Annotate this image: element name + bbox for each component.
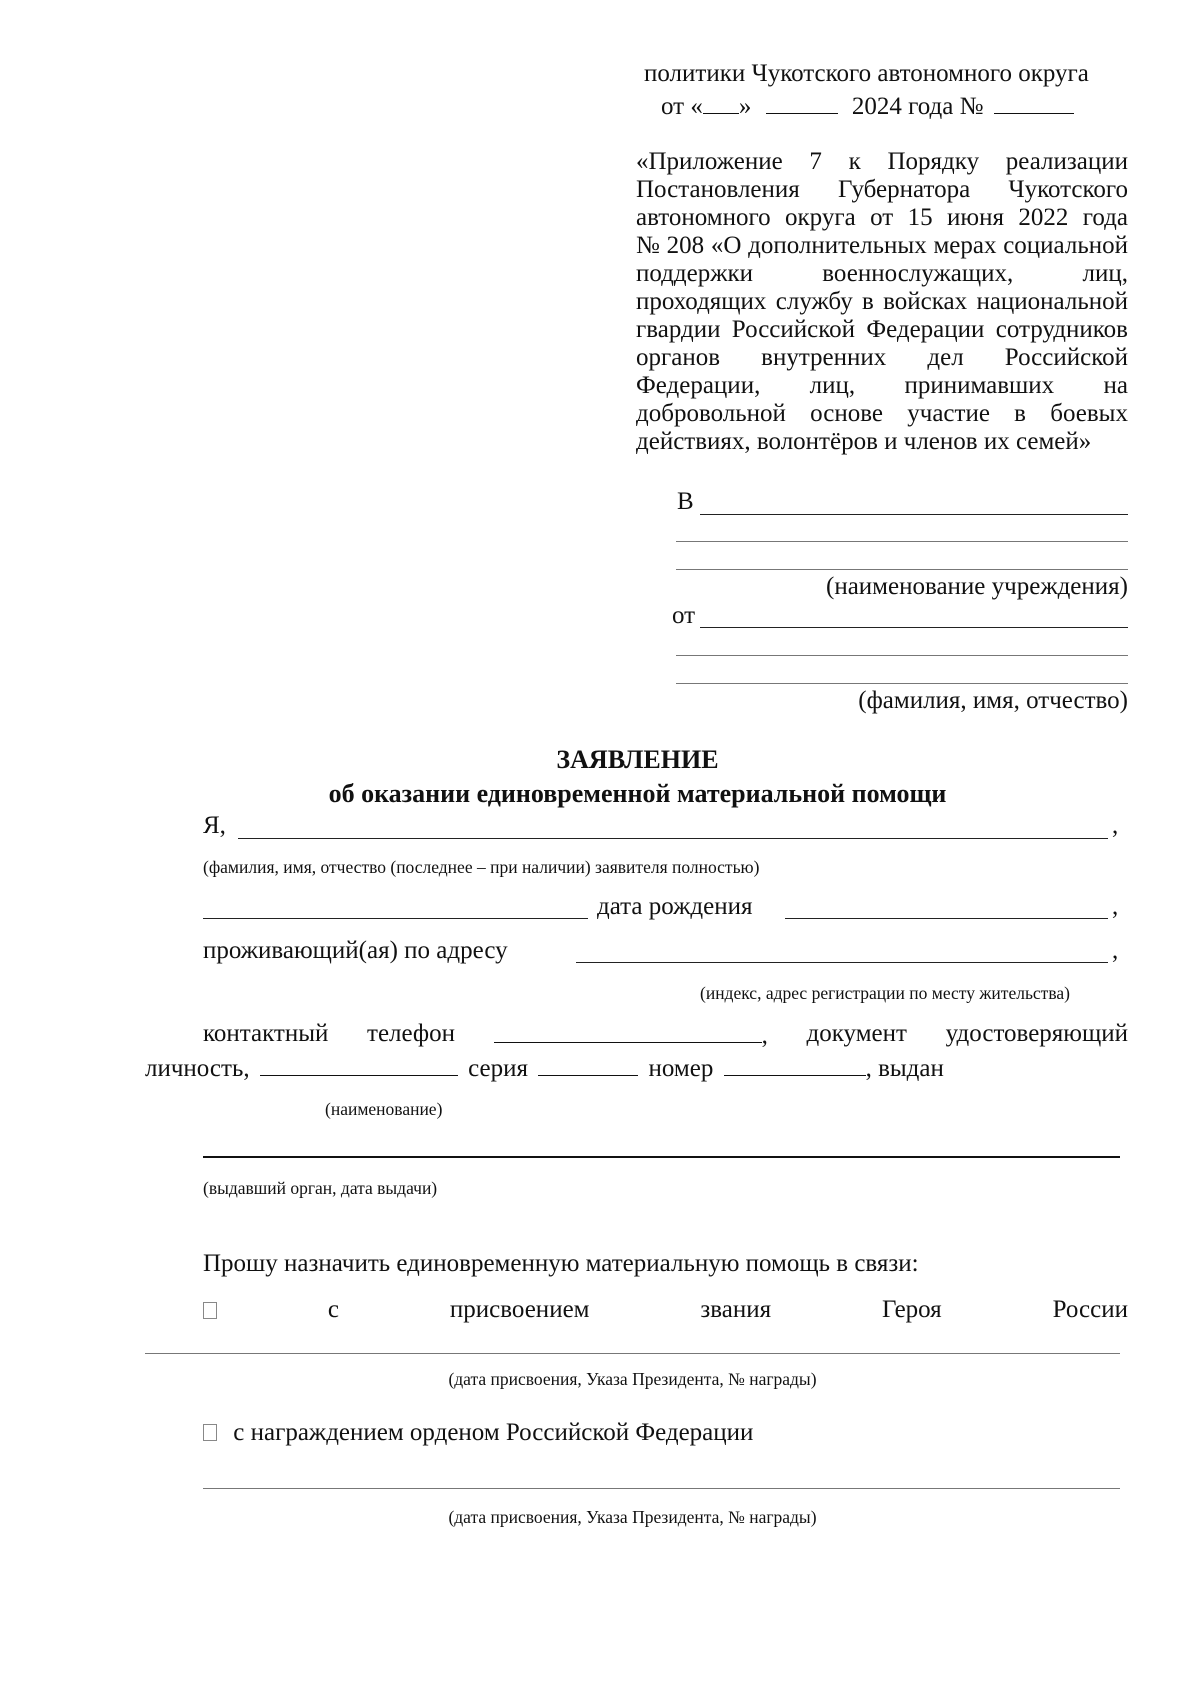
doc-label-2: удостоверяющий [945,1020,1128,1047]
appendix-word: добровольной [636,400,786,427]
doc-label-1: документ [806,1020,907,1047]
appendix-word: внутренних [761,344,887,371]
header-date-mid: » [738,93,752,120]
appendix-word: принимавших [904,372,1055,399]
appendix-word: Федерации [866,316,985,343]
appendix-word: июня [947,204,1004,231]
option-hero-word: присвоением [449,1296,590,1323]
request-intro: Прошу назначить единовременную материальную помощь в связи: [203,1250,919,1277]
appendix-word: дел [927,344,964,371]
appendix-lines [636,148,1128,428]
option-order-checkbox[interactable] [203,1424,217,1441]
applicant-extra-field[interactable] [203,918,588,919]
page-subtitle: об оказании единовременной материальной помощи [328,779,947,808]
appendix-word: дополнительных [748,232,927,259]
appendix-word: на [1103,372,1128,399]
option-order-label: с награждением орденом Российской Федерации [233,1419,754,1446]
option-hero-word: России [1052,1296,1128,1323]
appendix-line [636,176,1128,204]
phone-label-2: телефон [367,1020,456,1047]
appendix-word: 2022 [1018,204,1069,231]
appendix-word: «Приложение [636,148,783,175]
birth-comma: , [1112,893,1119,920]
appendix-word: 7 [809,148,822,175]
phone-field[interactable] [494,1020,762,1043]
birth-date-field[interactable] [785,918,1108,919]
appendix-line [636,204,1128,232]
option-hero-caption: (дата присвоения, Указа Президента, № награды) [448,1369,817,1389]
option-hero-word: Героя [882,1296,942,1323]
to-label: В [677,488,694,515]
doc-series-field[interactable] [538,1053,638,1076]
appendix-word: Губернатора [837,176,971,203]
appendix-word: округа [785,204,856,231]
applicant-name-field[interactable] [238,838,1108,839]
option-hero-row [203,1296,1128,1324]
phone-doc-line [203,1020,1128,1050]
appendix-word: боевых [1050,400,1128,427]
option-hero-word: с [327,1296,340,1323]
appendix-word: № [636,232,660,259]
appendix-word: Российской [1004,344,1128,371]
option-order-details-field[interactable] [203,1488,1120,1489]
appendix-word: реализации [1005,148,1128,175]
option-order-row [203,1419,753,1447]
fio-field-2[interactable] [676,655,1128,656]
phone-label: контактный [203,1020,329,1047]
appendix-word: Порядку [887,148,980,175]
header-line-2 [661,91,1074,121]
institution-field-3[interactable] [676,569,1128,570]
appendix-line [636,260,1128,288]
appendix-word: социальной [1003,232,1128,259]
i-label: Я, [203,812,226,839]
appendix-word: к [848,148,861,175]
header-date-prefix: от « [661,93,703,120]
appendix-word: автономного [636,204,771,231]
appendix-word: Федерации, [636,372,761,399]
appendix-word: Российской [731,316,856,343]
phone-field-wrap [494,1020,768,1050]
appendix-line [636,344,1128,372]
address-label: проживающий(ая) по адресу [203,937,508,964]
identity-label: личность, [145,1055,250,1082]
issued-label: , выдан [865,1055,944,1082]
institution-caption: (наименование учреждения) [826,573,1128,600]
appendix-line [636,288,1128,316]
doc-name-field[interactable] [260,1053,458,1076]
appendix-line [636,148,1128,176]
appendix-block [636,148,1128,456]
appendix-word: службу [775,288,853,315]
appendix-word: 208 [666,232,705,259]
institution-field-2[interactable] [676,541,1128,542]
issuer-field[interactable] [203,1156,1120,1158]
appendix-word: войсках [883,288,968,315]
appendix-word: Постановления [636,176,800,203]
option-hero-checkbox[interactable] [203,1302,217,1319]
appendix-word: поддержки [636,260,753,287]
header-day-field[interactable] [703,91,739,114]
appendix-word: лиц, [809,372,856,399]
page-title: ЗАЯВЛЕНИЕ [556,745,719,774]
birth-date-label: дата рождения [597,893,753,920]
appendix-word: военнослужащих, [822,260,1014,287]
appendix-word: национальной [976,288,1128,315]
appendix-word: 15 [907,204,933,231]
option-hero-word: звания [700,1296,772,1323]
appendix-word: Чукотского [1008,176,1128,203]
appendix-word: сотрудников [995,316,1128,343]
appendix-word: участие [907,400,990,427]
appendix-word: основе [810,400,883,427]
issuer-caption: (выдавший орган, дата выдачи) [203,1178,438,1198]
appendix-word: лиц, [1082,260,1128,287]
fio-caption: (фамилия, имя, отчество) [858,687,1128,714]
series-label: серия [468,1055,528,1082]
from-label: от [672,602,696,629]
appendix-word: мерах [933,232,997,259]
appendix-line [636,232,1128,260]
fio-field-1[interactable] [700,627,1128,628]
address-field[interactable] [576,962,1108,963]
institution-field-1[interactable] [700,514,1128,515]
applicant-caption: (фамилия, имя, отчество (последнее – при наличии) заявителя полностью) [203,857,760,877]
header-month-field[interactable] [766,91,838,114]
address-comma: , [1112,937,1119,964]
address-caption: (индекс, адрес регистрации по месту жительства) [700,983,1070,1003]
option-hero-details-field[interactable] [145,1353,1120,1354]
phone-comma: , [761,1022,768,1049]
appendix-word: от [870,204,894,231]
header-number-field[interactable] [994,91,1074,114]
doc-number-field[interactable] [724,1053,866,1076]
appendix-word: органов [636,344,721,371]
appendix-line [636,372,1128,400]
appendix-line [636,316,1128,344]
appendix-last-line: действиях, волонтёров и членов их семей» [636,428,1092,455]
fio-field-3[interactable] [676,683,1128,684]
appendix-line [636,400,1128,428]
number-label: номер [648,1055,714,1082]
header-line-1: политики Чукотского автономного округа [644,60,1089,87]
appendix-word: проходящих [636,288,767,315]
appendix-word: «О [710,232,742,259]
identity-line [145,1053,944,1083]
doc-name-caption: (наименование) [325,1099,443,1119]
appendix-word: гвардии [636,316,721,343]
appendix-word: в [1014,400,1026,427]
appendix-word: в [862,288,874,315]
applicant-comma: , [1112,812,1119,839]
header-year-label: 2024 года № [851,93,984,120]
appendix-word: года [1082,204,1128,231]
option-order-caption: (дата присвоения, Указа Президента, № награды) [448,1507,817,1527]
